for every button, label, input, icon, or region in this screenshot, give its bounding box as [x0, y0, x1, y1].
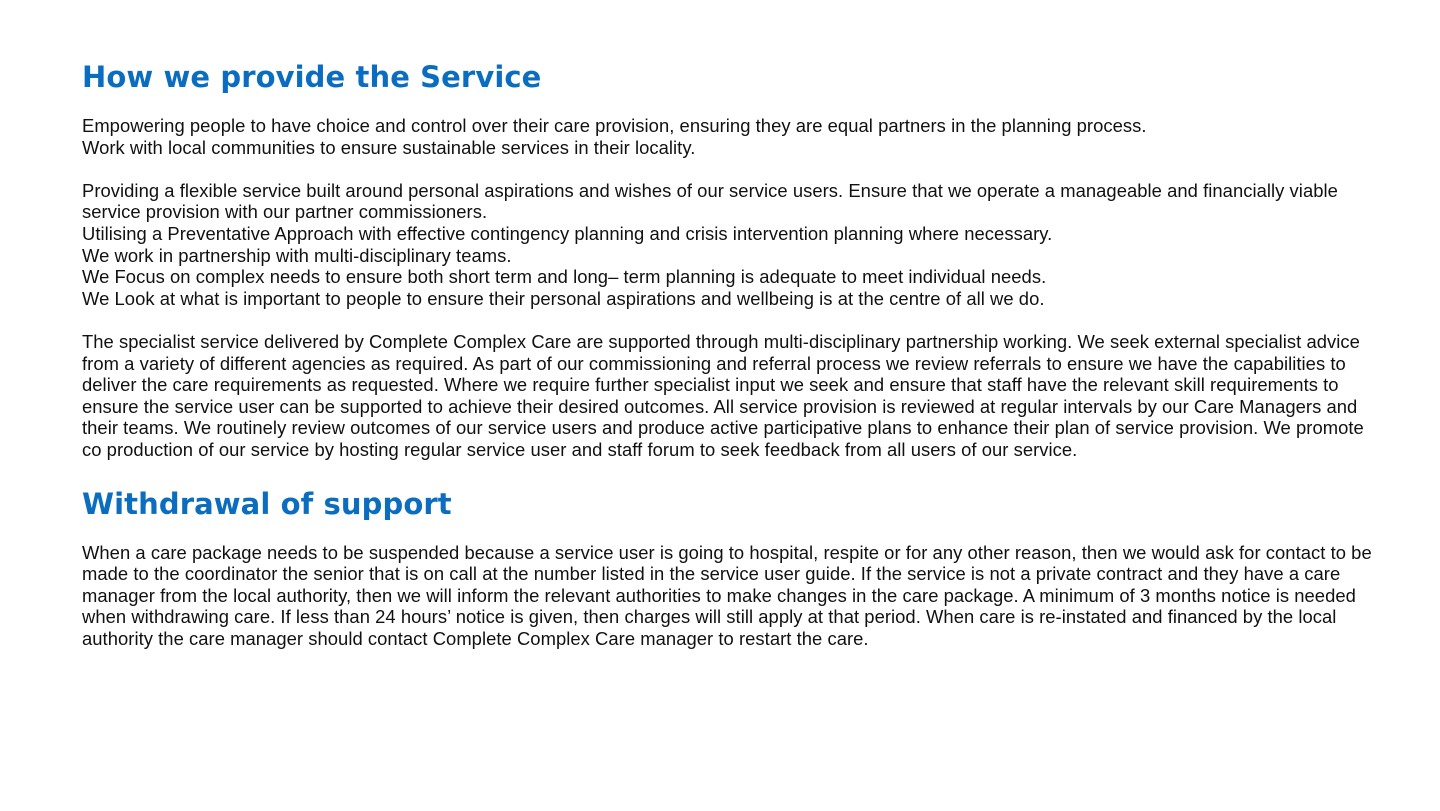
paragraph-withdrawal: When a care package needs to be suspended because a service user is going to hospital, respite or for any other reason, then we would ask for contact to be made to the coordinator the senior that is on call at the number listed in the service user guide. If the service is not a private contract and they have a care manager from the local authority, then we will inform the relevant authorities to make changes in the care package. A minimum of 3 months notice is needed when withdrawing care. If less than 24 hours’ notice is given, then charges will still apply at that period. When care is re-instated and financed by the local authority the care manager should contact Complete Complex Care manager to restart the care. — [82, 541, 1372, 649]
section-heading-withdrawal: Withdrawal of support — [82, 486, 452, 521]
paragraph-line: We Focus on complex needs to ensure both short term and long– term planning is adequate to meet individual needs. — [82, 266, 1047, 288]
section-body-how-we-provide — [82, 115, 1378, 461]
paragraph-gap — [82, 309, 1378, 331]
paragraph-line: Utilising a Preventative Approach with effective contingency planning and crisis intervention planning where necessary. — [82, 222, 1053, 244]
paragraph-specialist-service: The specialist service delivered by Complete Complex Care are supported through multi-disciplinary partnership working. We seek external specialist advice from a variety of different agencies as required. As part of our commissioning and referral process we review referrals to ensure we have the capabilities to deliver the care requirements as requested. Where we require further specialist input we seek and ensure that staff have the relevant skill requirements to ensure the service user can be supported to achieve their desired outcomes. All service provision is reviewed at regular intervals by our Care Managers and their teams. We routinely review outcomes of our service users and produce active participative plans to enhance their plan of service provision. We promote co production of our service by hosting regular service user and staff forum to seek feedback from all users of our service. — [82, 330, 1364, 460]
paragraph-line: We work in partnership with multi-disciplinary teams. — [82, 244, 512, 266]
paragraph-line: We Look at what is important to people to ensure their personal aspirations and wellbeing is at the centre of all we do. — [82, 287, 1045, 309]
section-body-withdrawal — [82, 542, 1378, 650]
document-page — [82, 56, 1378, 649]
paragraph-line: Empowering people to have choice and control over their care provision, ensuring they are equal partners in the planning process. — [82, 115, 1147, 136]
paragraph-line: Work with local communities to ensure sustainable services in their locality. — [82, 136, 696, 158]
paragraph-line: Providing a flexible service built around personal aspirations and wishes of our service users. Ensure that we operate a manageable and financially viable service provision with our partner commissioners. — [82, 179, 1338, 223]
section-heading-how-we-provide: How we provide the Service — [82, 60, 542, 94]
paragraph-gap — [82, 158, 1378, 180]
